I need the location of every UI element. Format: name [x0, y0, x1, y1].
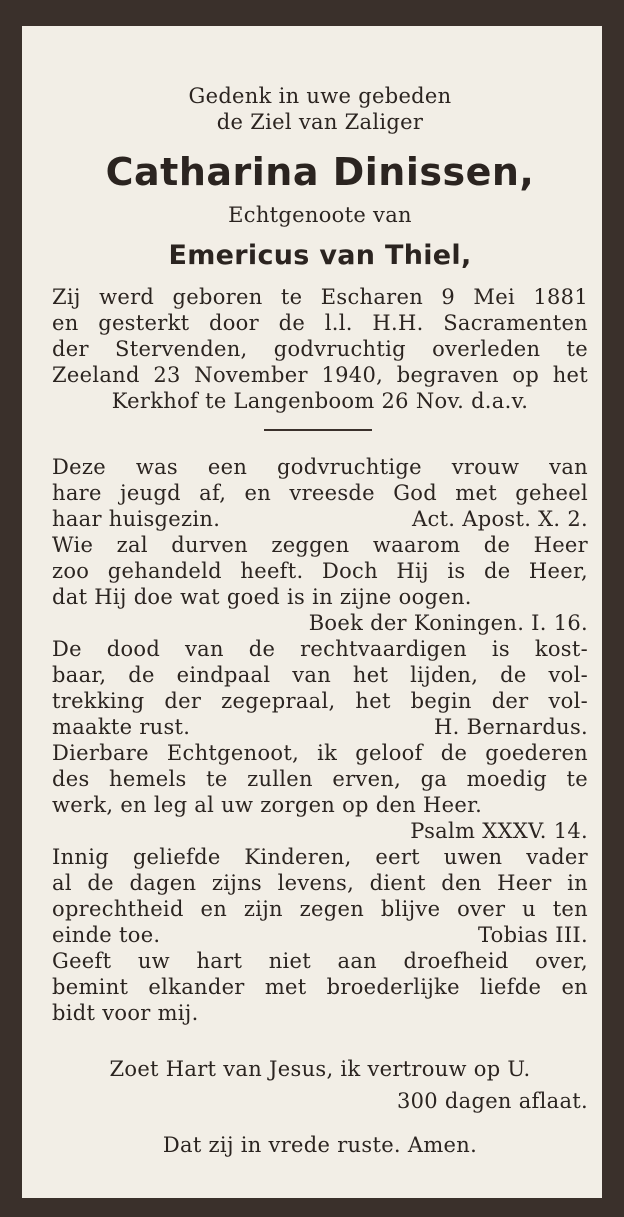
bio-line-2: en gesterkt door de l.l. H.H. Sacramenten: [52, 311, 588, 335]
quote-1-line-3: haar huisgezin.: [52, 507, 221, 531]
quote-3-line-3: trekking der zegepraal, het begin der vol-: [52, 689, 588, 713]
memorial-card: [22, 26, 602, 1198]
quote-4-line-1: Dierbare Echtgenoot, ik geloof de goederen: [52, 741, 588, 765]
quote-5-line-3: oprechtheid en zijn zegen blijve over u ten: [52, 897, 588, 921]
quote-4-line-3: werk, en leg al uw zorgen op den Heer.: [52, 793, 483, 817]
bio-line-4: Zeeland 23 November 1940, begraven op het: [52, 363, 588, 387]
quote-5-source: Tobias III.: [477, 923, 588, 947]
quote-6-line-2: bemint elkander met broederlijke liefde en: [52, 975, 588, 999]
card-content: [22, 26, 602, 1198]
closing-text: Dat zij in vrede ruste. Amen.: [162, 1133, 478, 1157]
quote-5-line-4: einde toe.: [52, 923, 161, 947]
quote-1-source: Act. Apost. X. 2.: [412, 507, 588, 531]
quote-5-line-1: Innig geliefde Kinderen, eert uwen vader: [52, 845, 588, 869]
bio-line-5: Kerkhof te Langenboom 26 Nov. d.a.v.: [111, 389, 529, 413]
deceased-name: Catharina Dinissen,: [105, 150, 535, 194]
quote-1-line-1: Deze was een godvruchtige vrouw van: [52, 455, 588, 479]
relation-text: Echtgenoote van: [228, 203, 412, 227]
header-line-2: de Ziel van Zaliger: [216, 110, 424, 134]
bio-line-3: der Stervenden, godvruchtig overleden te: [52, 337, 588, 361]
quote-3-line-1: De dood van de rechtvaardigen is kost-: [52, 637, 588, 661]
quote-6-line-3: bidt voor mij.: [52, 1001, 199, 1025]
quote-4-source: Psalm XXXV. 14.: [410, 819, 588, 843]
bio-line-1: Zij werd geboren te Escharen 9 Mei 1881: [52, 285, 588, 309]
quote-3-line-4: maakte rust.: [52, 715, 191, 739]
quote-2-line-3: dat Hij doe wat goed is in zijne oogen.: [52, 585, 472, 609]
divider: [264, 429, 372, 431]
quote-2-source: Boek der Koningen. I. 16.: [308, 611, 588, 635]
header-line-1: Gedenk in uwe gebeden: [188, 84, 452, 108]
quote-1-line-2: hare jeugd af, en vreesde God met geheel: [52, 481, 588, 505]
quote-3-line-2: baar, de eindpaal van het lijden, de vol-: [52, 663, 588, 687]
quote-2-line-2: zoo gehandeld heeft. Doch Hij is de Heer,: [52, 559, 588, 583]
quote-3-source: H. Bernardus.: [434, 715, 588, 739]
quote-4-line-2: des hemels te zullen erven, ga moedig te: [52, 767, 588, 791]
quote-6-line-1: Geeft uw hart niet aan droefheid over,: [52, 949, 588, 973]
spouse-name: Emericus van Thiel,: [168, 240, 472, 271]
quote-5-line-2: al de dagen zijns levens, dient den Heer in: [52, 871, 588, 895]
quote-2-line-1: Wie zal durven zeggen waarom de Heer: [52, 533, 588, 557]
prayer-text: Zoet Hart van Jesus, ik vertrouw op U.: [109, 1057, 531, 1081]
indulgence-text: 300 dagen aflaat.: [396, 1089, 588, 1113]
